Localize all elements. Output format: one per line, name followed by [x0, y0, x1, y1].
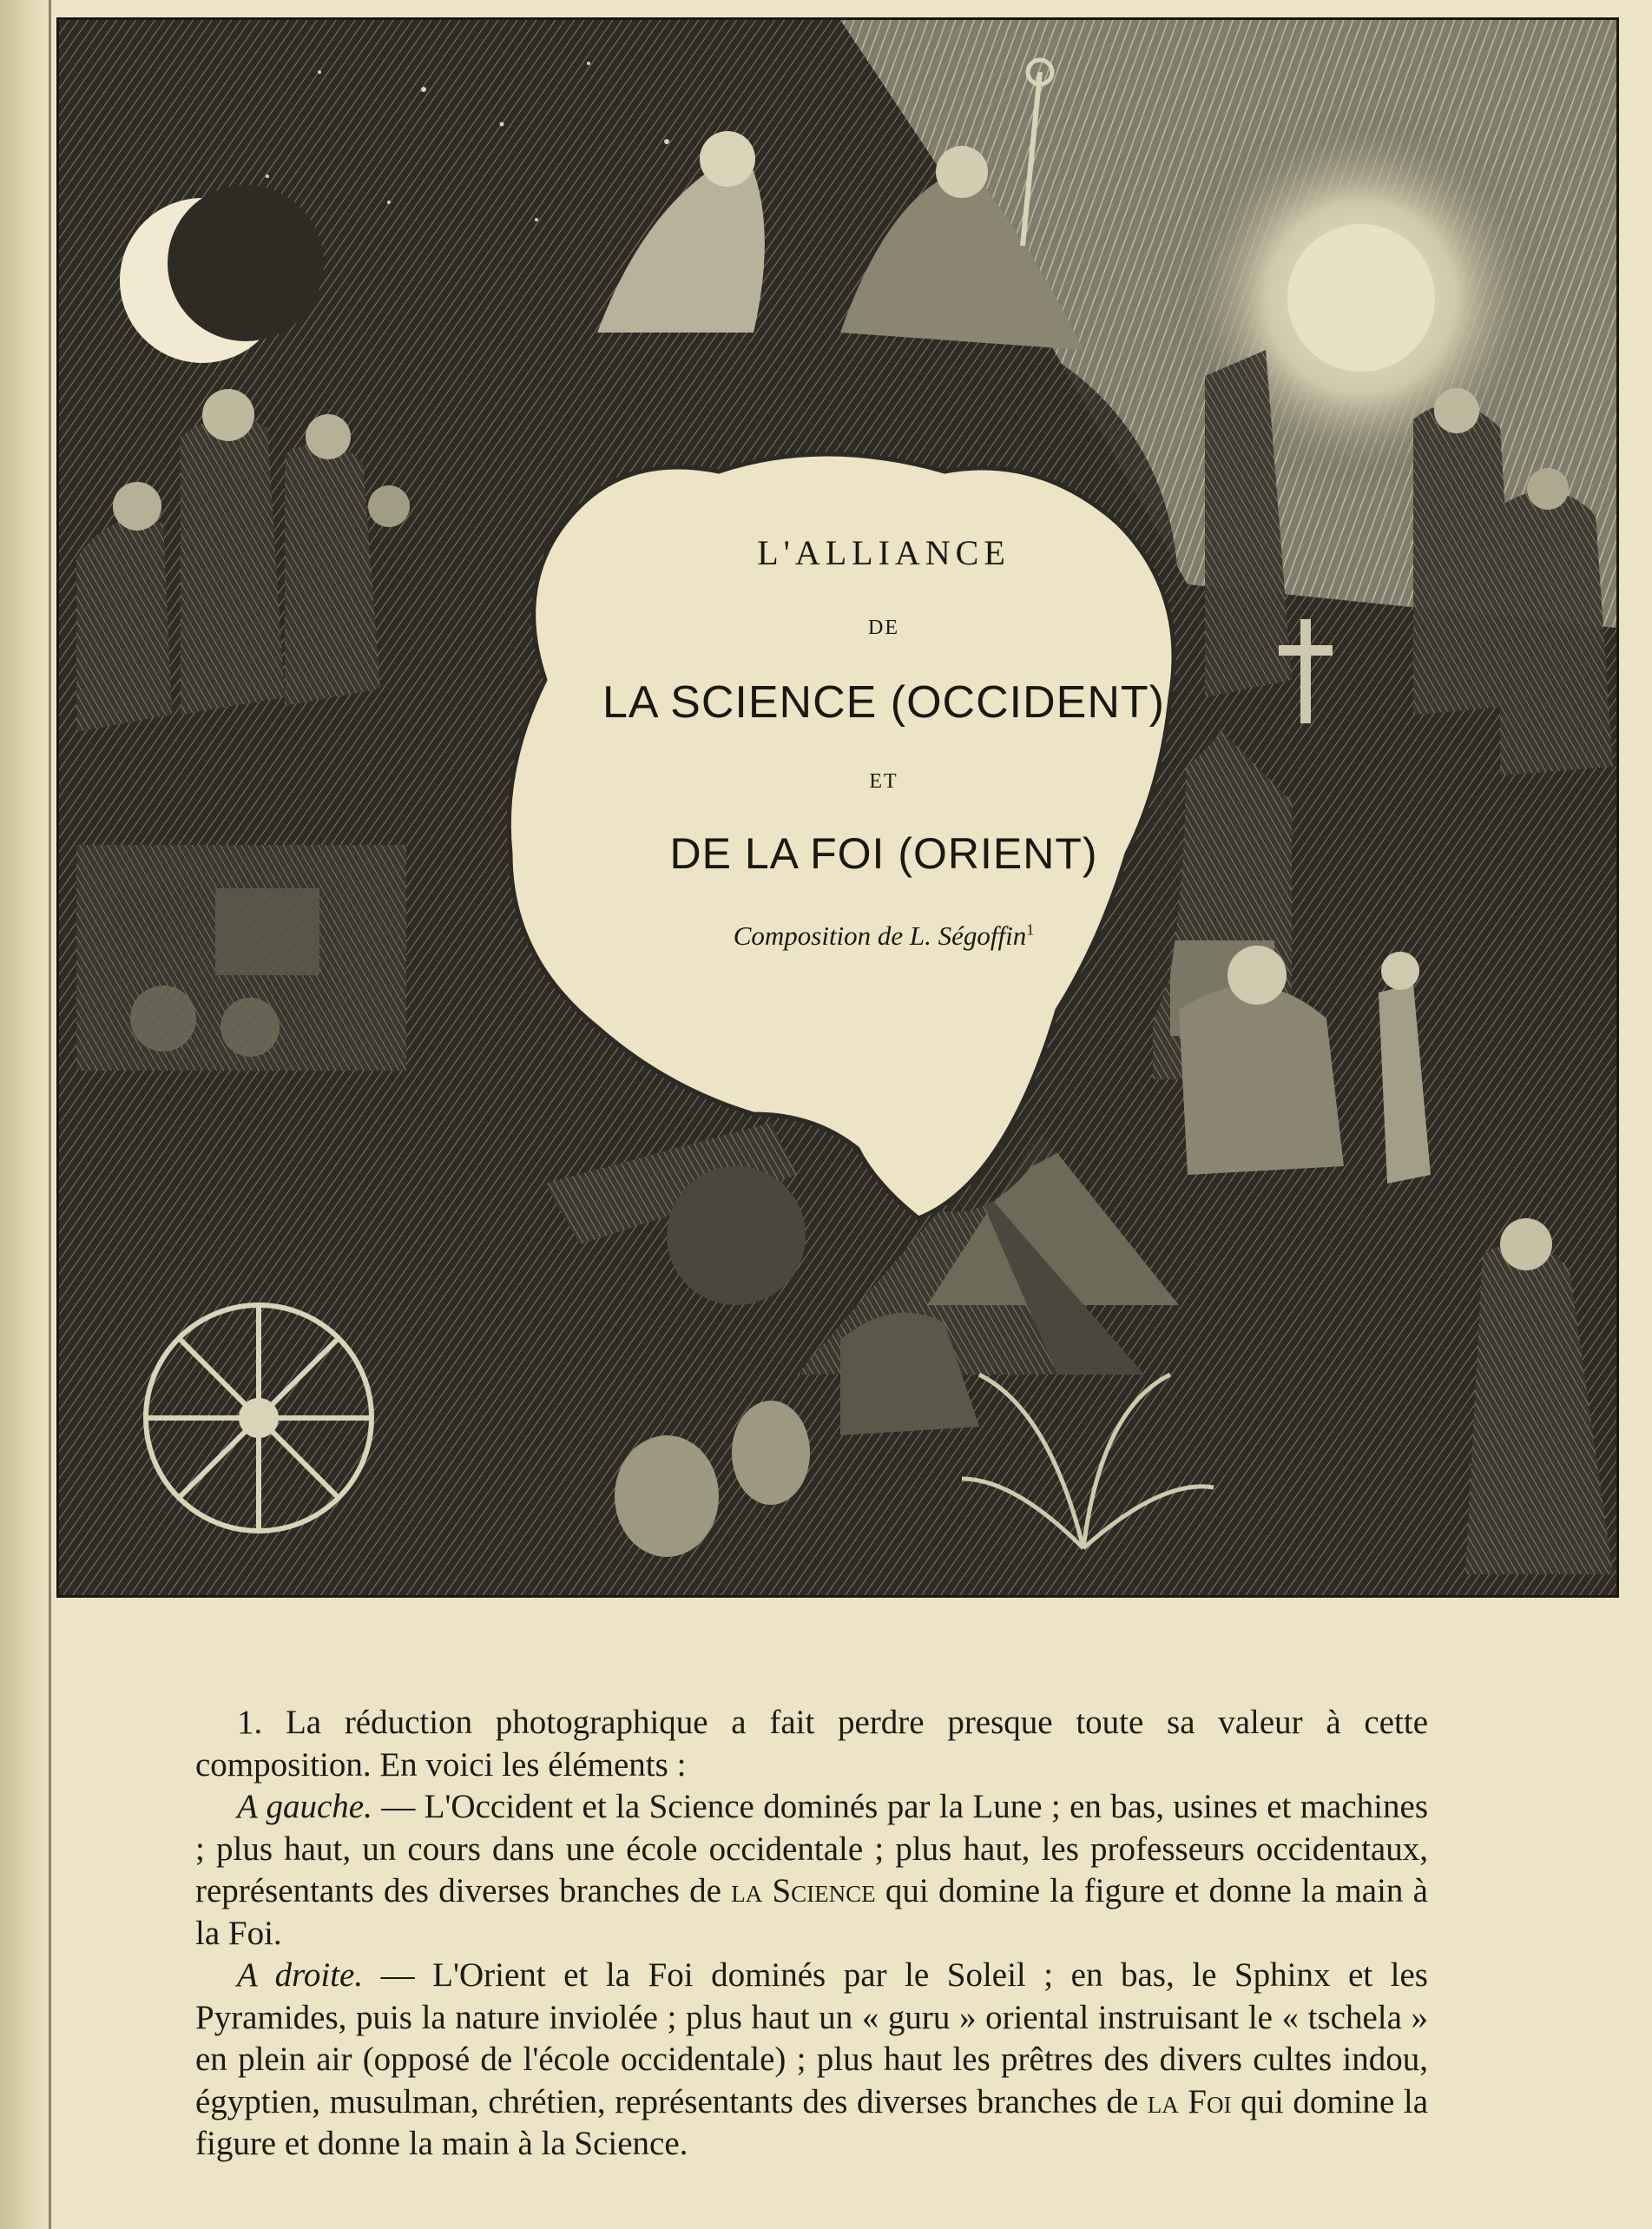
right-text-2: qui domine la figure et donne la main à la Science.: [195, 2082, 1429, 2162]
right-text-1: — L'Orient et la Foi dominés par le Soleil ; en bas, le Sphinx et les Pyramides, puis la nature inviolée ; plus haut un « guru » oriental instruisant le « tschela » en plein air (opposé de l'école occidentale) ; plus haut les prêtres des divers cultes indou, égyptien, musulman, chrétien, représentants des diverses branches de: [195, 1956, 1428, 2120]
left-smallcaps: la Science: [731, 1872, 876, 1909]
binding-shadow-line: [49, 0, 51, 2229]
footnote-number: 1.: [237, 1704, 263, 1741]
footnote-intro-text: La réduction photographique a fait perdre presque toute sa valeur à cette composition. En voici les éléments :: [195, 1704, 1429, 1784]
composition-credit: [493, 920, 1274, 952]
left-text-1: — L'Occident et la Science dominés par la Lune ; en bas, usines et machines ; plus haut, un cours dans une école occidentale ; plus haut, les professeurs occidentaux, représentants des diverses branches de: [195, 1788, 1428, 1909]
title-et: ET: [869, 770, 898, 793]
title-alliance: L'ALLIANCE: [757, 533, 1010, 572]
machine-wheel-icon: [146, 1305, 372, 1531]
sun: [1287, 224, 1435, 372]
title-foi: DE LA FOI (ORIENT): [669, 829, 1098, 878]
footnote-right-paragraph: [195, 1955, 1428, 2166]
footnote-intro: [195, 1702, 1428, 1786]
title-science: LA SCIENCE (OCCIDENT): [602, 677, 1165, 728]
left-text-2: qui domine la figure et donne la main à la Foi.: [195, 1872, 1428, 1952]
page-binding-edge: [0, 0, 52, 2229]
footnote-left-paragraph: [195, 1786, 1428, 1955]
left-label: A gauche.: [237, 1788, 372, 1825]
footnote-marker: 1: [1026, 920, 1035, 939]
engraving-plate: [56, 17, 1619, 1598]
right-smallcaps: la Foi: [1147, 2082, 1232, 2120]
title-de: DE: [868, 617, 899, 639]
western-classroom: [76, 845, 406, 1071]
credit-text: Composition de L. Ségoffin: [733, 920, 1027, 951]
right-label: A droite.: [237, 1956, 364, 1994]
plate-title: [493, 532, 1274, 952]
footnote: [195, 1702, 1428, 2166]
